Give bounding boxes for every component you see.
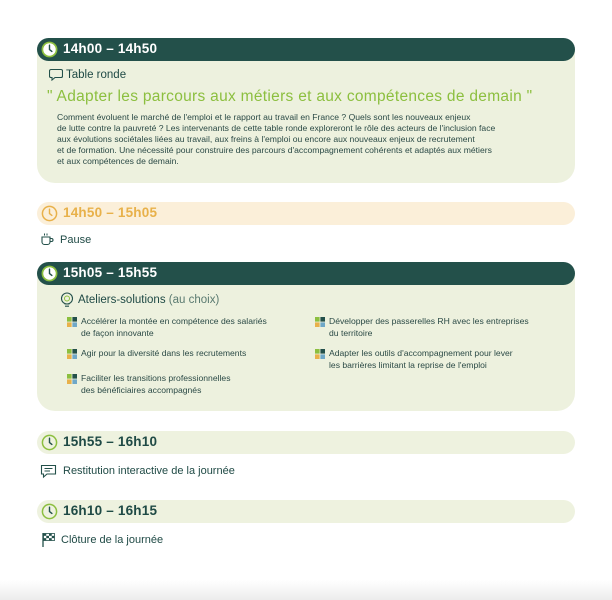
session2-time: 15h05 – 15h55 <box>63 265 158 280</box>
workshop-item-line: Faciliter les transitions professionnelles <box>81 373 231 383</box>
session4-time-bar <box>37 500 575 523</box>
clock-icon <box>41 205 58 222</box>
coffee-cup-icon <box>40 232 55 246</box>
session3-time-bar <box>37 431 575 454</box>
session4-label: Clôture de la journée <box>61 534 164 546</box>
chat-icon <box>40 464 57 479</box>
bottom-shadow <box>0 580 612 600</box>
pause-time-bar <box>37 202 575 225</box>
speech-bubble-icon <box>49 68 63 81</box>
workshop-item-line: Accélérer la montée en compétence des salariés <box>81 316 267 326</box>
session2-type-label <box>78 294 219 306</box>
workshop-item-line: Agir pour la diversité dans les recrutements <box>81 348 247 358</box>
session1-description <box>57 112 557 167</box>
session2-type-sub: (au choix) <box>168 294 220 306</box>
session3-time: 15h55 – 16h10 <box>63 434 158 449</box>
checkered-flag-icon <box>41 532 56 548</box>
session2-time-bar <box>37 262 575 285</box>
workshop-item-line: des bénéficiaires accompagnés <box>81 384 202 395</box>
clock-icon <box>41 41 58 58</box>
clock-icon <box>41 503 58 520</box>
description-line: et de formation. Une nécessité pour construire des parcours d'accompagnement cohérents et adaptés aux métiers <box>57 145 492 155</box>
session1-time-bar <box>37 38 575 61</box>
puzzle-bullet-icon <box>67 317 77 327</box>
workshop-item-line: du territoire <box>329 327 373 338</box>
puzzle-bullet-icon <box>315 317 325 327</box>
session3-label: Restitution interactive de la journée <box>63 465 235 477</box>
workshop-item-line: Adapter les outils d'accompagnement pour lever <box>329 348 513 358</box>
description-line: aux évolutions sociétales liées au travail, aux freins à l'emploi ou encore aux nouveaux enjeux de recrutement <box>57 134 475 144</box>
puzzle-bullet-icon <box>67 374 77 384</box>
lightbulb-icon <box>60 292 74 308</box>
pause-time: 14h50 – 15h05 <box>63 205 158 220</box>
pause-label: Pause <box>60 234 92 246</box>
puzzle-bullet-icon <box>315 349 325 359</box>
description-line: Comment évoluent le marché de l'emploi et le rapport au travail en France ? Quels sont les nouveaux enjeux <box>57 112 471 122</box>
session1-time: 14h00 – 14h50 <box>63 41 158 56</box>
description-line: et aux compétences de demain. <box>57 156 179 166</box>
description-line: de lutte contre la pauvreté ? Les intervenants de cette table ronde exploreront le rôle des acteurs de l'inclusion face <box>57 123 496 133</box>
workshop-item-line: Développer des passerelles RH avec les entreprises <box>329 316 529 326</box>
puzzle-bullet-icon <box>67 349 77 359</box>
session2-type-main: Ateliers-solutions <box>78 294 166 306</box>
workshop-item-line: de façon innovante <box>81 327 154 338</box>
clock-icon <box>41 434 58 451</box>
session1-type-label: Table ronde <box>66 69 127 81</box>
session4-time: 16h10 – 16h15 <box>63 503 158 518</box>
workshop-item-line: les barrières limitant la reprise de l'emploi <box>329 359 487 370</box>
clock-icon <box>41 265 58 282</box>
session1-title: " Adapter les parcours aux métiers et aux compétences de demain " <box>47 88 533 105</box>
